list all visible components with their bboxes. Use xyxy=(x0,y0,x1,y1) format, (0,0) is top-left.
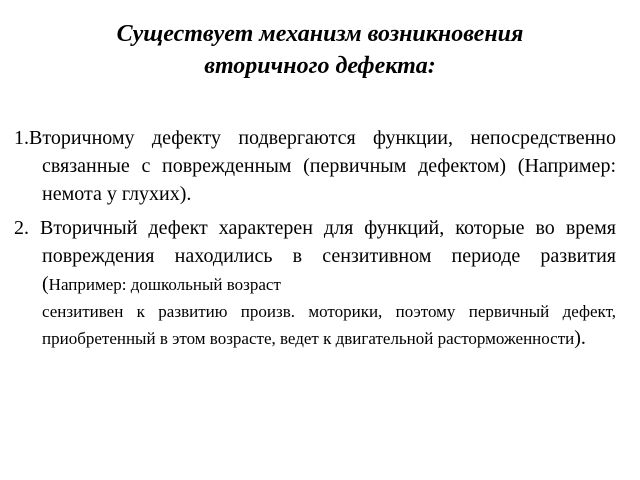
slide-title-line-1: Существует механизм возникновения xyxy=(116,21,524,47)
list-item-2 xyxy=(14,214,616,352)
content-list xyxy=(14,124,616,352)
slide-title-line-2: вторичного дефекта: xyxy=(204,53,436,79)
list-item-2-main-text: 2. Вторичный дефект характерен для функций, которые во время повреждения находились в сензитивном периоде развития ( xyxy=(14,217,616,295)
slide-title xyxy=(40,18,600,82)
list-item-1-text: 1.Вторичному дефекту подвергаются функции, непосредственно связанные с поврежденным (первичным дефектом) (Например: немота у глухих). xyxy=(14,127,616,205)
list-item-1 xyxy=(14,124,616,208)
list-item-2-example-rest-text: сензитивен к развитию произв. моторики, поэтому первичный дефект, приобретенный в этом возрасте, ведет к двигательной расторможенности xyxy=(42,302,616,348)
list-item-2-closing: ). xyxy=(574,327,586,349)
list-item-2-example-rest xyxy=(42,299,616,352)
list-item-2-example-inline: Например: дошкольный возраст xyxy=(48,275,281,294)
